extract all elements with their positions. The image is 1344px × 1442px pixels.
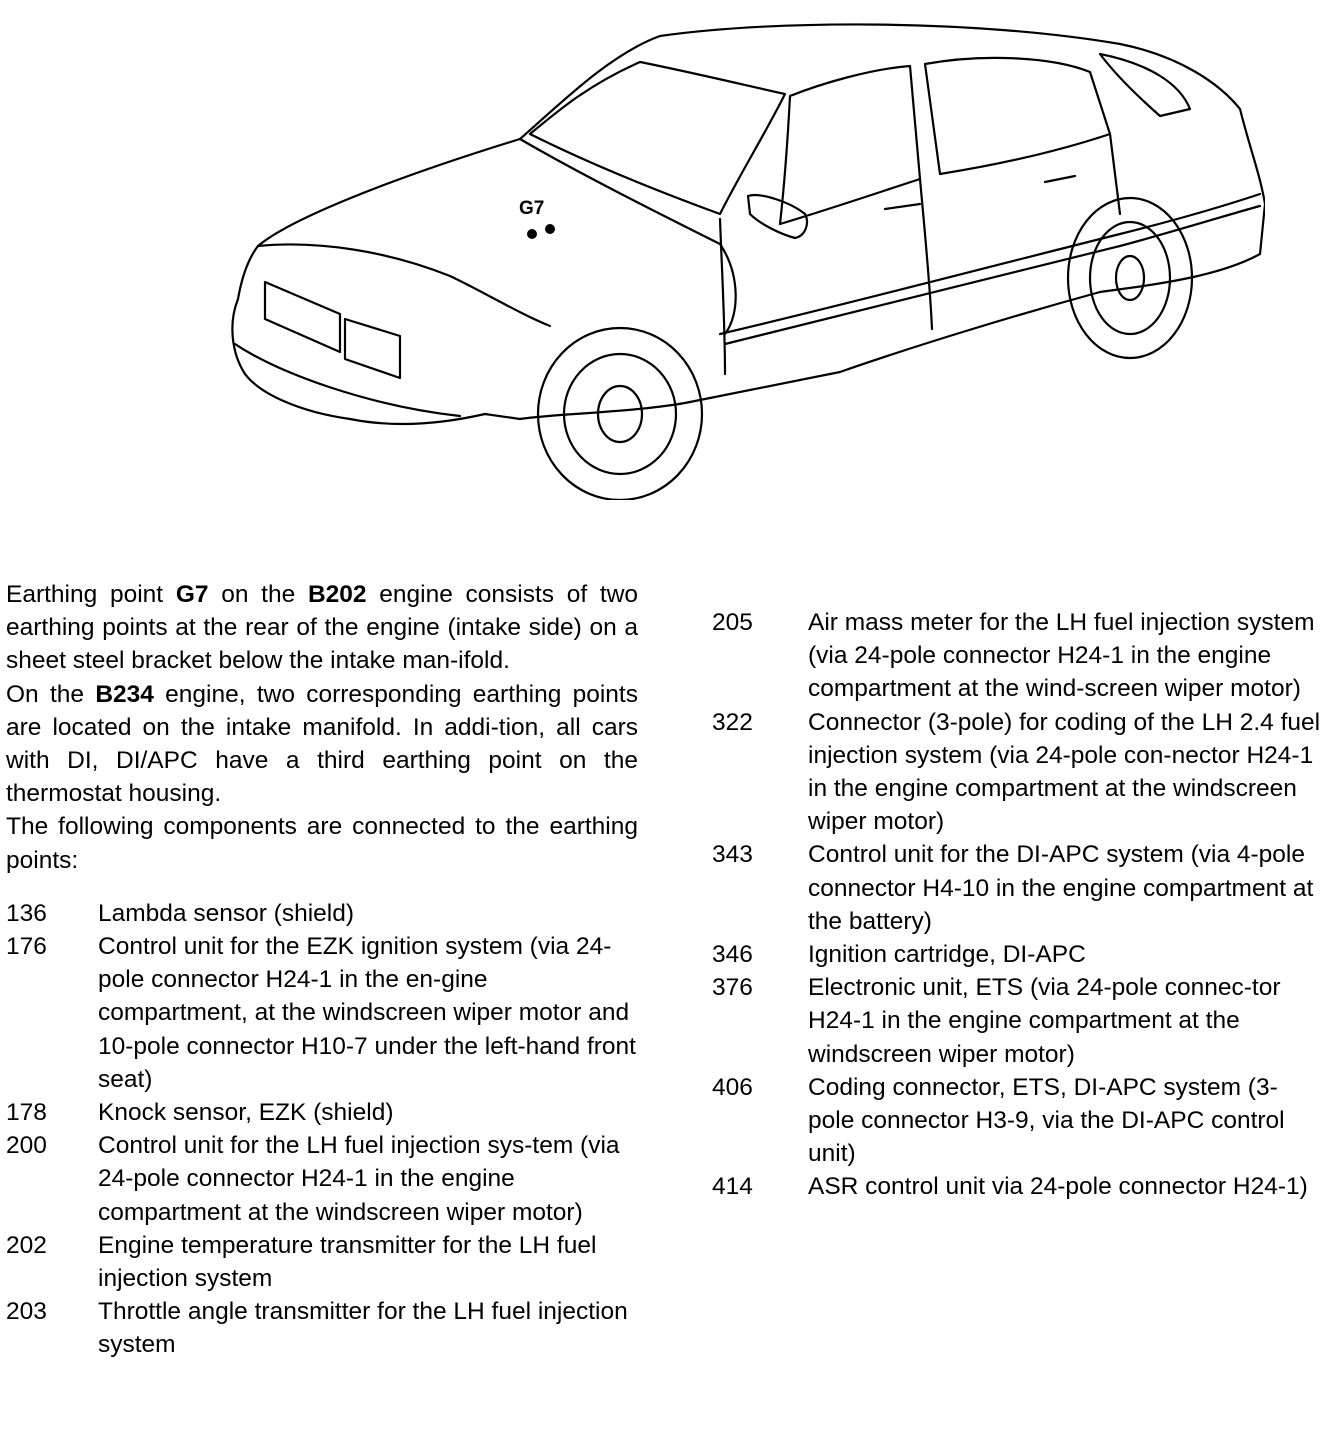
car-door-line-front [720,219,725,374]
earthing-point-g7-label: G7 [519,198,545,219]
component-code: 414 [712,1173,753,1201]
car-hood-edge [520,139,736,334]
intro-paragraph-1 [6,578,638,678]
car-hood-line [258,244,550,326]
component-code: 136 [6,899,47,927]
list-item [6,897,638,930]
intro-paragraph-3: The following components are connected to the earthing points: [6,813,638,874]
intro-p1-text-2: on the [208,581,308,608]
component-list-right [712,606,1327,1204]
component-code: 346 [712,941,753,969]
component-code: 343 [712,841,753,869]
component-description: Ignition cartridge, DI-APC [808,941,1086,969]
car-windshield [530,62,785,214]
car-illustration [220,14,1265,500]
intro-p1-text-3: engine consists of two earthing points at the rear of the engine (intake side) on a sheet steel bracket below the intake man-ifold. [6,581,639,675]
car-rear-side-window [925,58,1110,174]
list-item [6,1096,638,1129]
left-column [6,578,638,1362]
component-description: Control unit for the DI-APC system (via 4-pole connector H4-10 in the engine compartment at the battery) [808,841,1314,935]
car-rear-wheel [1068,198,1192,358]
list-item [712,606,1327,706]
car-rear-window [1100,54,1190,116]
car-bumper [235,344,460,416]
list-item [712,706,1327,839]
car-headlight [345,319,400,378]
car-door-handle-rear [1045,176,1075,182]
component-code: 200 [6,1132,47,1160]
component-description: Coding connector, ETS, DI-APC system (3- pole connector H3-9, via the DI-APC control unit) [808,1073,1285,1168]
list-item [712,971,1327,1071]
component-description: Knock sensor, EZK (shield) [98,1099,394,1127]
car-body-outline [232,24,1265,423]
intro-paragraph-2 [6,678,638,811]
car-mirror [748,195,807,238]
list-item [6,1229,638,1295]
car-door-line-rear [920,179,932,329]
intro-p1-bold-b202: B202 [307,581,367,608]
list-item [712,1170,1327,1203]
component-code: 203 [6,1298,47,1326]
component-code: 202 [6,1231,47,1259]
list-item [6,1295,638,1361]
component-description: Control unit for the EZK ignition system (via 24-pole connector H24-1 in the en-gine compartment, at the windscreen wiper motor and 10-pole connector H10-7 under the left-hand front seat) [98,933,636,1093]
component-description: Electronic unit, ETS (via 24-pole connec-tor H24-1 in the engine compartment at the windscreen wiper motor) [808,974,1281,1068]
car-door-handle-front [885,204,920,209]
list-item [6,930,638,1096]
component-code: 376 [712,974,753,1002]
car-front-side-window [780,66,920,224]
component-description: Air mass meter for the LH fuel injection system (via 24-pole connector H24-1 in the engine compartment at the wind-screen wiper motor) [808,609,1315,703]
list-item [6,1129,638,1229]
earthing-point-g7-marker [519,198,555,239]
intro-p2-bold-b234: B234 [95,680,154,708]
component-code: 322 [712,708,753,736]
component-description: Lambda sensor (shield) [98,899,355,927]
component-description: Throttle angle transmitter for the LH fuel injection system [98,1298,628,1359]
component-description: Connector (3-pole) for coding of the LH 2.4 fuel injection system (via 24-pole con-nector H24-1 in the engine compartment at the windscreen wiper motor) [808,708,1321,836]
intro-p1-bold-g7: G7 [175,581,209,608]
component-description: Control unit for the LH fuel injection sys-tem (via 24-pole connector H24-1 in the engine compartment at the windscreen wiper motor) [98,1132,620,1226]
intro-p2-text-1: On the [6,680,96,708]
component-code: 178 [6,1099,47,1127]
car-grille [265,282,340,352]
component-list-left [6,897,638,1362]
intro-p2-text-2: engine, two corresponding earthing points are located on the intake manifold. In addi-tion, all cars with DI, DI/APC have a third earthing point on the thermostat housing. [6,680,638,808]
list-item [712,938,1327,971]
component-description: Engine temperature transmitter for the LH fuel injection system [98,1231,597,1293]
intro-p1-text-1: Earthing point [6,581,176,608]
list-item [712,1071,1327,1171]
component-code: 205 [712,609,753,636]
component-code: 176 [6,933,47,961]
right-column [712,606,1327,1204]
car-side-trim [720,194,1260,334]
component-code: 406 [712,1073,753,1101]
list-item [712,838,1327,938]
component-description: ASR control unit via 24-pole connector H24-1) [808,1173,1308,1201]
